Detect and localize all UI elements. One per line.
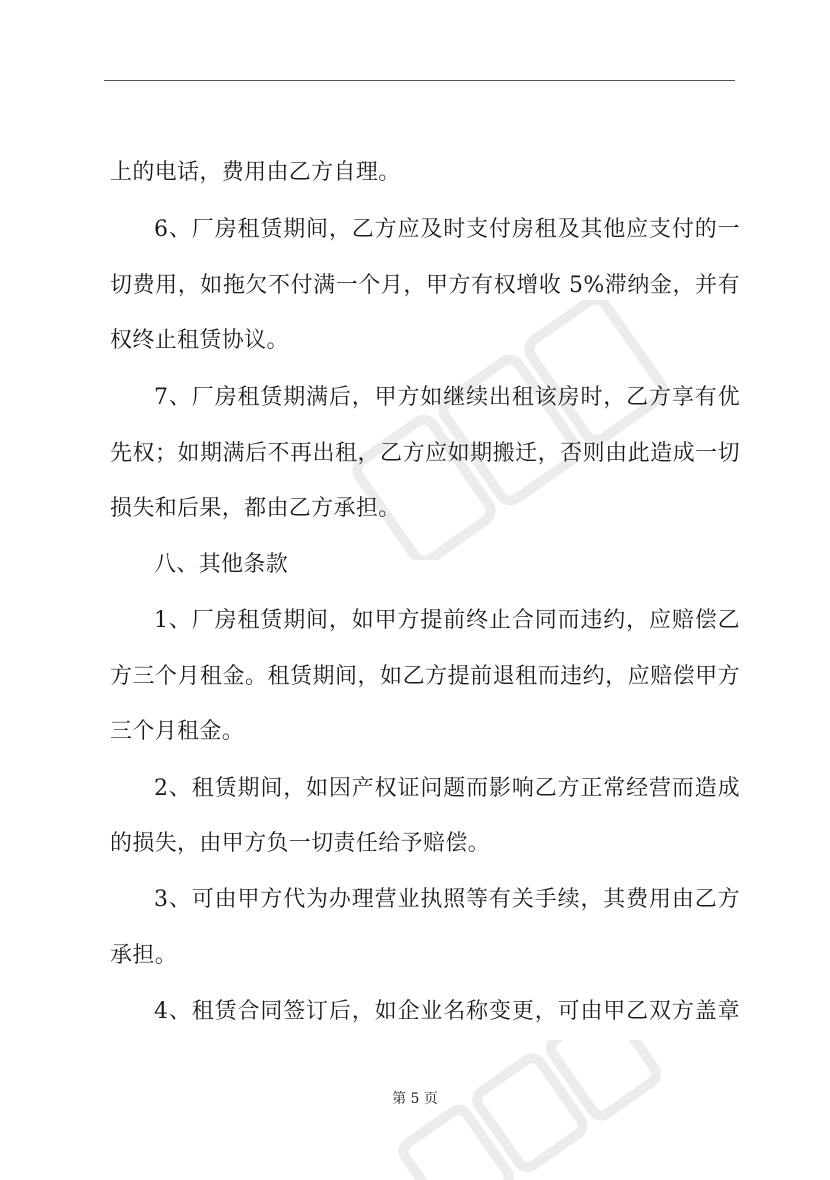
text-line: 切费用，如拖欠不付满一个月，甲方有权增收 5%滞纳金，并有 xyxy=(110,273,740,298)
text-line: 6、厂房租赁期间，乙方应及时支付房租及其他应支付的一 xyxy=(154,217,740,242)
text-line: 1、厂房租赁期间，如甲方提前终止合同而违约，应赔偿乙 xyxy=(154,608,740,633)
watermark-logo-icon-bottom xyxy=(360,1040,690,1180)
text-line: 权终止租赁协议。 xyxy=(110,328,289,353)
text-line: 3、可由甲方代为办理营业执照等有关手续，其费用由乙方 xyxy=(154,887,740,912)
text-line: 2、租赁期间，如因产权证问题而影响乙方正常经营而造成 xyxy=(154,776,740,801)
text-line: 方三个月租金。租赁期间，如乙方提前退租而违约，应赔偿甲方 xyxy=(110,664,740,689)
text-line: 损失和后果，都由乙方承担。 xyxy=(110,496,401,521)
section-heading: 八、其他条款 xyxy=(154,552,289,577)
text-line: 上的电话，费用由乙方自理。 xyxy=(110,160,401,185)
text-line: 的损失，由甲方负一切责任给予赔偿。 xyxy=(110,831,490,856)
text-line: 先权；如期满后不再出租，乙方应如期搬迁，否则由此造成一切 xyxy=(110,441,740,466)
text-line: 承担。 xyxy=(110,943,178,968)
text-line: 4、租赁合同签订后，如企业名称变更，可由甲乙双方盖章 xyxy=(154,999,740,1024)
text-line: 7、厂房租赁期满后，甲方如继续出租该房时，乙方享有优 xyxy=(154,385,740,410)
text-line: 三个月租金。 xyxy=(110,719,245,744)
header-rule xyxy=(104,80,735,81)
page-number: 第 5 页 xyxy=(392,1091,438,1107)
